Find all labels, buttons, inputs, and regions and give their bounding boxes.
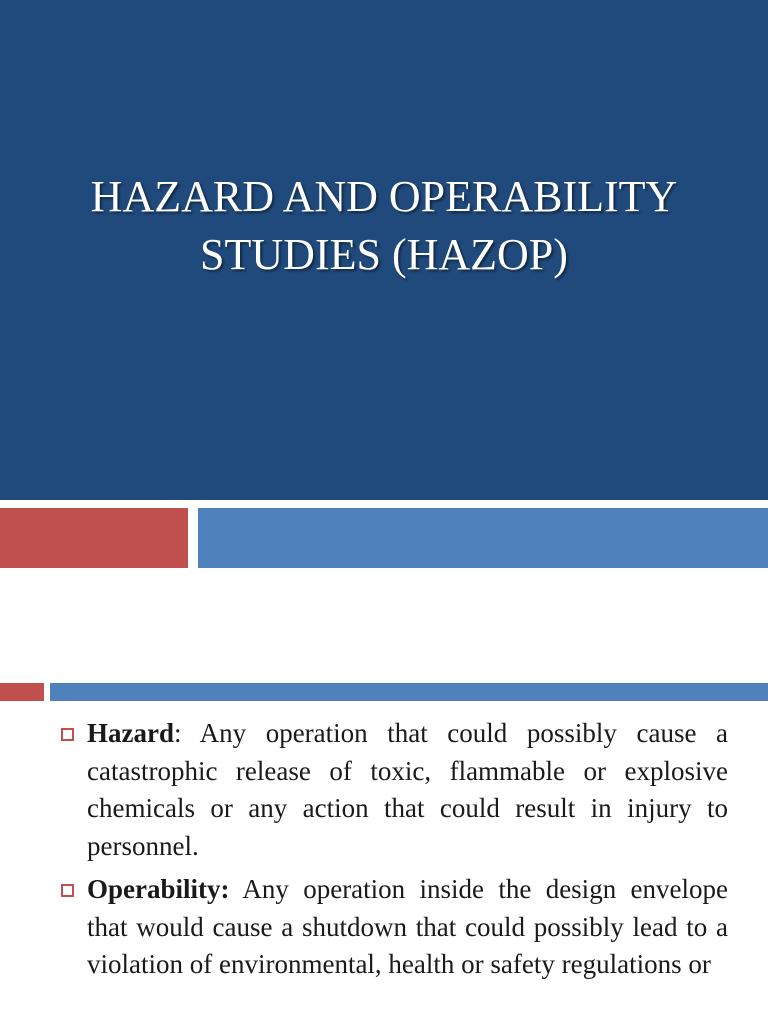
definition-list bbox=[58, 715, 728, 990]
square-bullet-icon bbox=[61, 728, 74, 741]
title-block bbox=[0, 0, 768, 500]
bullet-term: Hazard bbox=[87, 718, 174, 748]
accent-bar-blue-top bbox=[198, 508, 768, 568]
bullet-separator bbox=[230, 874, 243, 904]
accent-bar-red-small bbox=[0, 683, 44, 701]
square-bullet-icon bbox=[61, 884, 74, 897]
slide-title-line-2: STUDIES (HAZOP) bbox=[200, 230, 568, 279]
slide-title-line-1: HAZARD AND OPERABILITY bbox=[90, 172, 678, 221]
bullet-text: Any operation that could possibly cause a catastrophic release of toxic, flammable or explosive chemicals or any action that could result in injury to personnel. bbox=[87, 718, 728, 861]
bullet-text: Any operation inside the design envelope that would cause a shutdown that could possibly lead to a violation of environmental, health or safety regulations or bbox=[87, 874, 728, 979]
slide-title bbox=[0, 168, 768, 284]
bullet-operability bbox=[58, 871, 728, 984]
bullet-hazard bbox=[58, 715, 728, 865]
bullet-separator: : bbox=[174, 718, 200, 748]
accent-bar-red-top bbox=[0, 508, 188, 568]
bullet-term: Operability: bbox=[87, 874, 230, 904]
accent-bar-blue-small bbox=[50, 683, 768, 701]
